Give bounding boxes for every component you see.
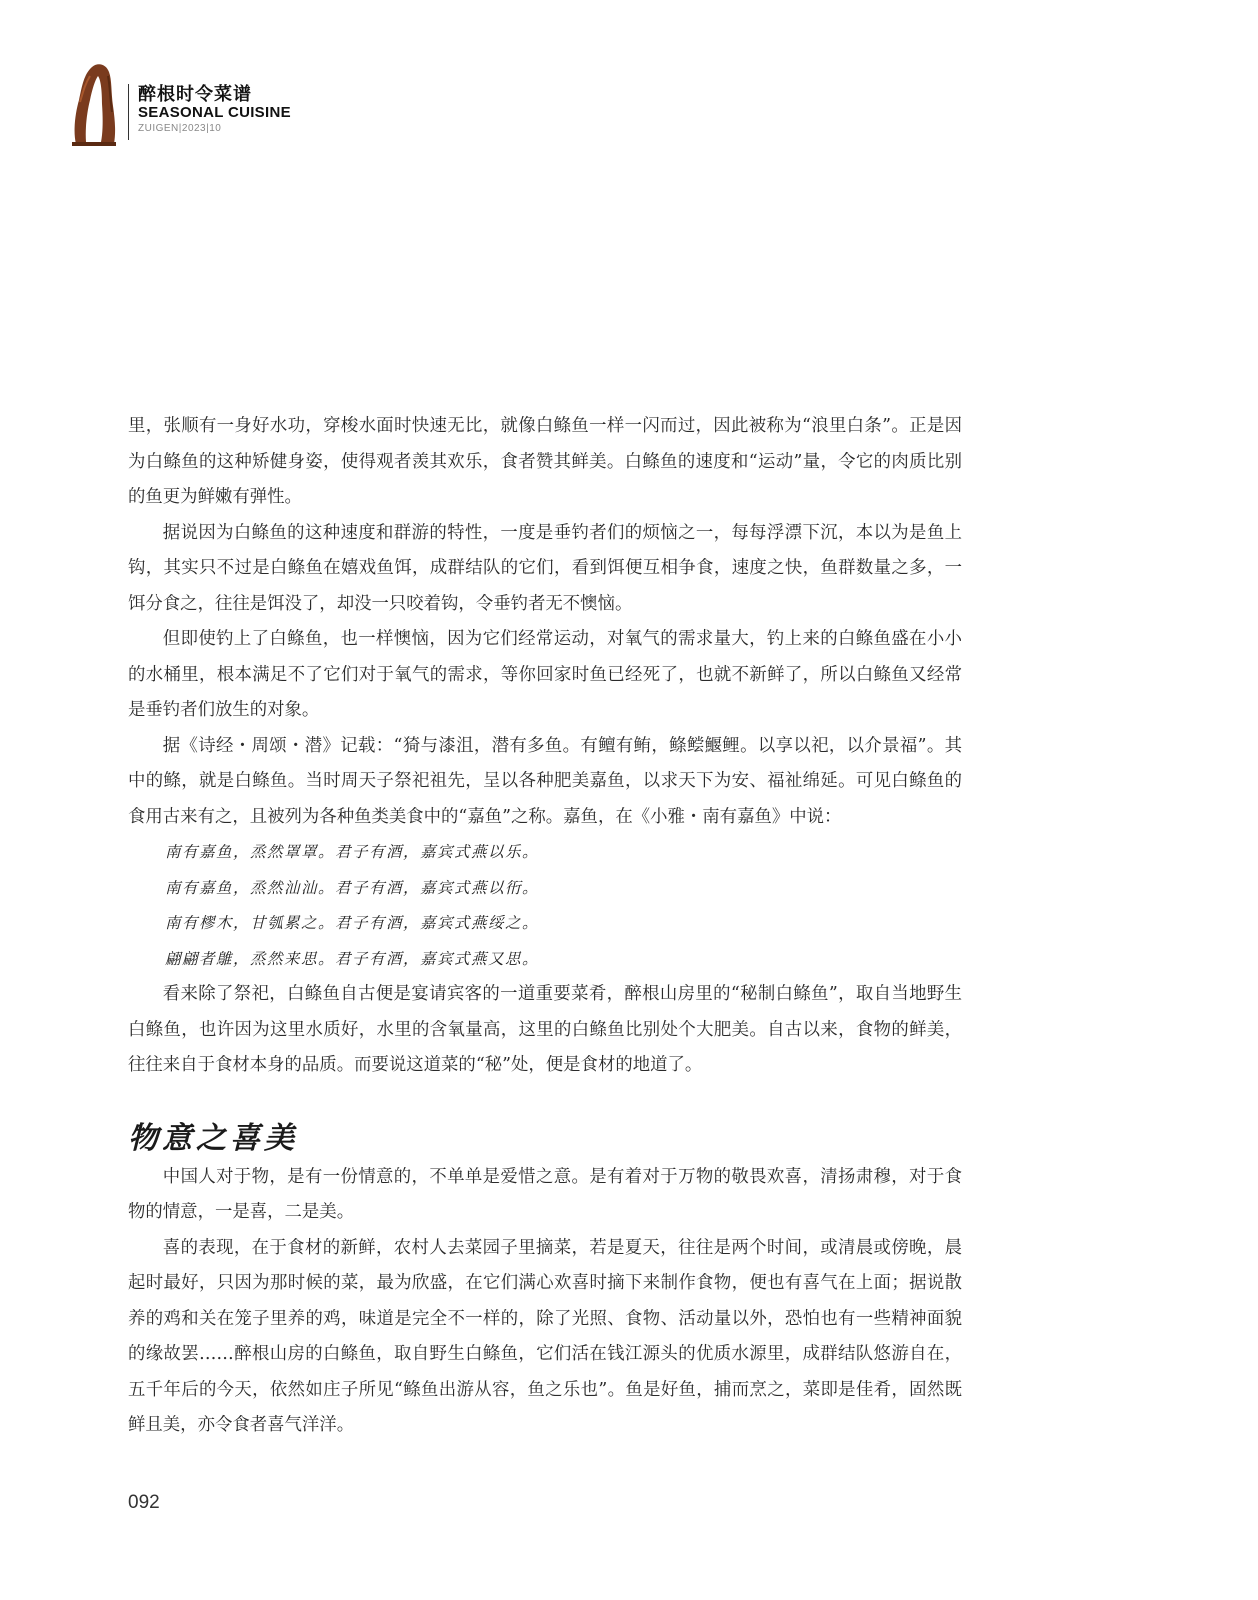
- paragraph: 喜的表现，在于食材的新鲜，农村人去菜园子里摘菜，若是夏天，往往是两个时间，或清晨或傍晚，晨起时最好，只因为那时候的菜，最为欣盛，在它们满心欢喜时摘下来制作食物，便也有喜气在上面；据说散养的鸡和关在笼子里养的鸡，味道是完全不一样的，除了光照、食物、活动量以外，恐怕也有一些精神面貌的缘故罢……醉根山房的白鲦鱼，取自野生白鲦鱼，它们活在钱江源头的优质水源里，成群结队悠游自在，五千年后的今天，依然如庄子所见“鲦鱼出游从容，鱼之乐也”。鱼是好鱼，捕而烹之，菜即是佳肴，固然既鲜且美，亦令食者喜气洋洋。: [128, 1237, 962, 1435]
- root-sculpture-icon: [70, 62, 118, 146]
- magazine-title-en: SEASONAL CUISINE: [138, 104, 291, 121]
- poem-line: 翩翩者鵻，烝然来思。君子有酒，嘉宾式燕又思。: [165, 949, 540, 968]
- magazine-header: [70, 62, 330, 148]
- magazine-issue: ZUIGEN|2023|10: [138, 123, 222, 134]
- header-divider: [128, 84, 129, 140]
- page-number: 092: [128, 1492, 160, 1513]
- magazine-title-cn: 醉根时令菜谱: [138, 84, 252, 105]
- paragraph: 但即使钓上了白鲦鱼，也一样懊恼，因为它们经常运动，对氧气的需求量大，钓上来的白鲦鱼盛在小小的水桶里，根本满足不了它们对于氧气的需求，等你回家时鱼已经死了，也就不新鲜了，所以白鲦鱼又经常是垂钓者们放生的对象。: [128, 629, 962, 720]
- paragraph: 里，张顺有一身好水功，穿梭水面时快速无比，就像白鲦鱼一样一闪而过，因此被称为“浪里白条”。正是因为白鲦鱼的这种矫健身姿，使得观者羡其欢乐，食者赞其鲜美。白鲦鱼的速度和“运动”量，令它的肉质比别的鱼更为鲜嫩有弹性。: [128, 416, 962, 507]
- article-body: [128, 409, 962, 1444]
- paragraph: 据说因为白鲦鱼的这种速度和群游的特性，一度是垂钓者们的烦恼之一，每每浮漂下沉，本以为是鱼上钩，其实只不过是白鲦鱼在嬉戏鱼饵，成群结队的它们，看到饵便互相争食，速度之快，鱼群数量之多，一饵分食之，往往是饵没了，却没一只咬着钩，令垂钓者无不懊恼。: [128, 522, 962, 614]
- poem-line: 南有嘉鱼，烝然汕汕。君子有酒，嘉宾式燕以衎。: [165, 878, 540, 897]
- paragraph: 中国人对于物，是有一份情意的，不单单是爱惜之意。是有着对于万物的敬畏欢喜，清扬肃穆，对于食物的情意，一是喜，二是美。: [128, 1166, 962, 1222]
- paragraph: 看来除了祭祀，白鲦鱼自古便是宴请宾客的一道重要菜肴，醉根山房里的“秘制白鲦鱼”，取自当地野生白鲦鱼，也许因为这里水质好，水里的含氧量高，这里的白鲦鱼比别处个大肥美。自古以来，食物的鲜美，往往来自于食材本身的品质。而要说这道菜的“秘”处，便是食材的地道了。: [128, 984, 962, 1075]
- poem-line: 南有嘉鱼，烝然罩罩。君子有酒，嘉宾式燕以乐。: [165, 843, 540, 861]
- poem-line: 南有樛木，甘瓠累之。君子有酒，嘉宾式燕绥之。: [165, 914, 540, 932]
- paragraph: 据《诗经・周颂・潜》记载：“猗与漆沮，潜有多鱼。有鳣有鲔，鲦鲿鰋鲤。以享以祀，以介景福”。其中的鲦，就是白鲦鱼。当时周天子祭祀祖先，呈以各种肥美嘉鱼，以求天下为安、福祉绵延。可见白鲦鱼的食用古来有之，且被列为各种鱼类美食中的“嘉鱼”之称。嘉鱼，在《小雅・南有嘉鱼》中说：: [128, 735, 962, 827]
- section-heading: 物意之喜美: [128, 1120, 298, 1156]
